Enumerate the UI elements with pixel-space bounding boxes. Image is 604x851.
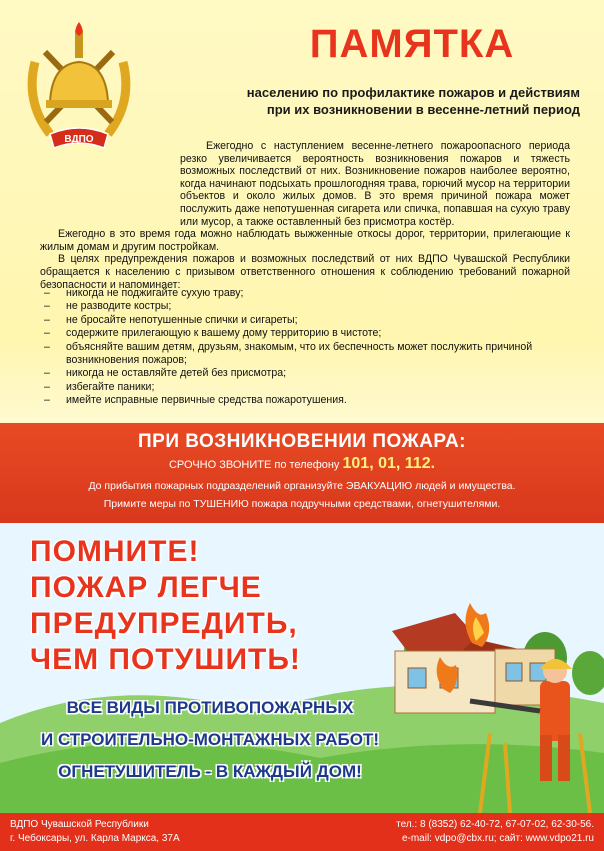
paragraph-3: В целях предупреждения пожаров и возможных последствий от них ВДПО Чувашской Республики обращается к населению с призывом ответственного отношения к соблюдению требований пожарной безопасности и напоминает: xyxy=(40,253,570,291)
list-item: – избегайте паники; xyxy=(40,381,570,394)
subtitle-line-1: населению по профилактике пожаров и действиям xyxy=(246,85,580,100)
promo-line-1: ВСЕ ВИДЫ ПРОТИВОПОЖАРНЫХ xyxy=(66,698,354,717)
slogan-line-4: ЧЕМ ПОТУШИТЬ! xyxy=(30,643,301,676)
safety-rules-list xyxy=(40,287,570,408)
list-item: – никогда не оставляйте детей без присмотра; xyxy=(40,367,570,380)
footer-address: г. Чебоксары, ул. Карла Маркса, 37А xyxy=(10,833,180,844)
page-title: ПАМЯТКА xyxy=(309,22,515,66)
list-item: – содержите прилегающую к вашему дому территорию в чистоте; xyxy=(40,327,570,340)
slogan-line-2: ПОЖАР ЛЕГЧЕ xyxy=(30,571,262,604)
evacuation-line: До прибытия пожарных подразделений организуйте ЭВАКУАЦИЮ людей и имущества. xyxy=(88,480,516,492)
extinguish-line: Примите меры по ТУШЕНИЮ пожара подручными средствами, огнетушителями. xyxy=(103,498,501,510)
body-text xyxy=(40,140,570,291)
call-prefix: СРОЧНО ЗВОНИТЕ xyxy=(168,459,272,471)
footer-web: e-mail: vdpo@cbx.ru; сайт: www.vdpo21.ru xyxy=(401,833,594,844)
call-middle: по телефону xyxy=(274,459,340,471)
promo-line-2: И СТРОИТЕЛЬНО-МОНТАЖНЫХ РАБОТ! xyxy=(41,730,379,749)
fire-block-title: ПРИ ВОЗНИКНОВЕНИИ ПОЖАРА: xyxy=(137,431,466,452)
paragraph-1: Ежегодно с наступлением весенне-летнего пожароопасного периода резко увеличивается вероятность возникновения пожаров и тяжесть возможных последствий от них. Возникновение пожаров наиболее вероятно, когда начинают подсыхать прошлогодняя трава, горючий мусор на территории объектов и около жилых домов. В это время причиной пожара может послужить даже непотушенная сигарета или спичка, попавшая на сухую траву или мусор, а также оставленный без присмотра костёр. xyxy=(180,140,570,228)
paragraph-2: Ежегодно в это время года можно наблюдать выжженные откосы дорог, территории, прилегающие к жилым домам и другим постройкам. xyxy=(40,228,570,253)
list-item: – не разводите костры; xyxy=(40,300,570,313)
emergency-numbers: 101, 01, 112. xyxy=(342,455,436,472)
page-subtitle xyxy=(170,84,580,118)
slogan-line-1: ПОМНИТЕ! xyxy=(30,535,200,568)
footer-org: ВДПО Чувашской Республики xyxy=(10,819,149,830)
footer-phones: тел.: 8 (8352) 62-40-72, 67-07-02, 62-30-56. xyxy=(396,819,594,830)
emblem-ribbon-text: ВДПО xyxy=(64,134,94,145)
promo-line-3: ОГНЕТУШИТЕЛЬ - В КАЖДЫЙ ДОМ! xyxy=(58,762,362,781)
slogan-line-3: ПРЕДУПРЕДИТЬ, xyxy=(30,607,298,640)
subtitle-line-2: при их возникновении в весенне-летний период xyxy=(266,102,580,117)
list-item: – имейте исправные первичные средства пожаротушения. xyxy=(40,394,570,407)
list-item: – не бросайте непотушенные спички и сигареты; xyxy=(40,314,570,327)
list-item: – объясняйте вашим детям, друзьям, знакомым, что их беспечность может послужить причиной возникновения пожаров; xyxy=(40,341,570,368)
list-item: – никогда не поджигайте сухую траву; xyxy=(40,287,570,300)
emergency-call-line xyxy=(0,455,604,473)
